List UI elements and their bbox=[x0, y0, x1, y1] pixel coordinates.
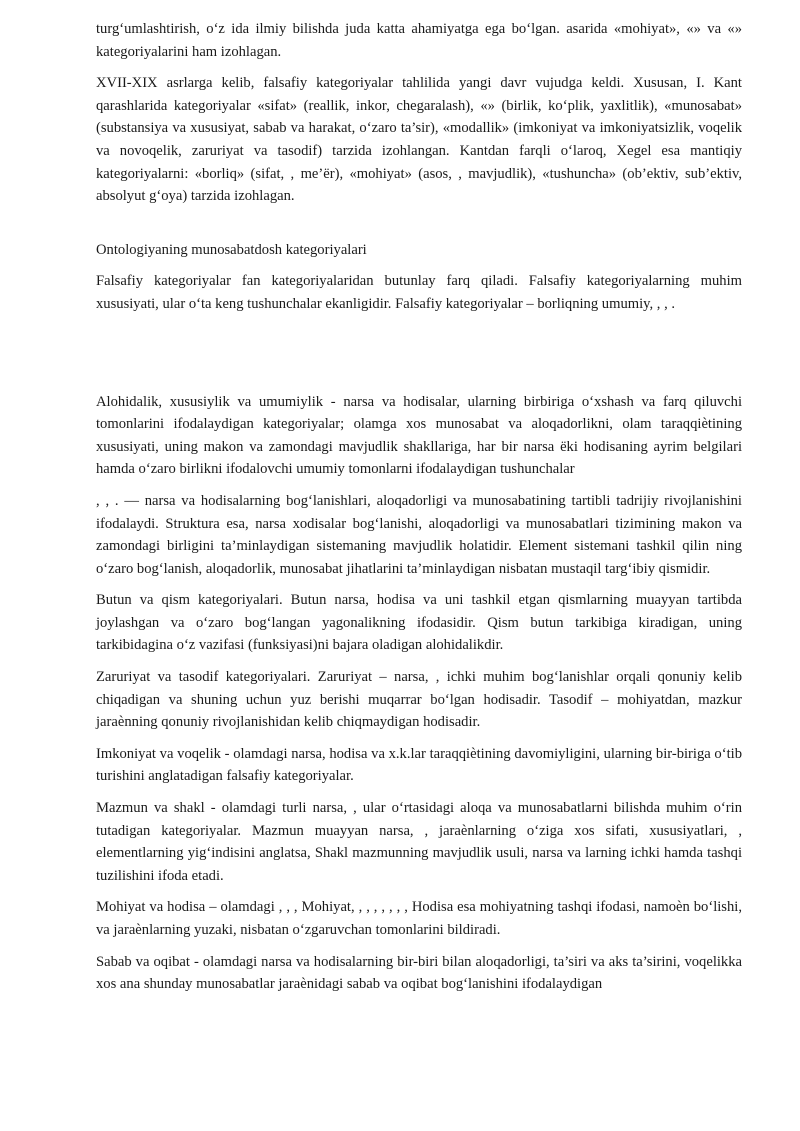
paragraph-zaruriyat-tasodif: Zaruriyat va tasodif kategoriyalari. Zaruriyat – narsa, , ichki muhim bog‘lanishlar orqali qonuniy kelib chiqadigan va shuning uchun yuz berishi muqarrar bo‘lgan hodisadir. Tasodif – mohiyatdan, mazkur jaraènning qonuniy rivojlanishidan kelib chiqmaydigan hodisadir. bbox=[96, 669, 742, 731]
section-heading: Ontologiyaning munosabatdosh kategoriyalari bbox=[96, 241, 367, 258]
spacer bbox=[96, 217, 742, 239]
paragraph-kategoriyalar-intro: turg‘umlashtirish, o‘z ida ilmiy bilishda juda katta ahamiyatga ega bo‘lgan. asarida «mohiyat», «» va «» kategoriyalarini ham izohlagan. bbox=[96, 21, 742, 60]
paragraph-mazmun-shakl: Mazmun va shakl - olamdagi turli narsa, , ular o‘rtasidagi aloqa va munosabatlarni bilishda muhim o‘rin tutadigan kategoriyalar. Mazmun muayyan narsa, , jaraènlarning o‘ziga xos sifati, xususiyatlari, , elementlarning yig‘indisini anglatsa, Shakl mazmunning mavjudlik usuli, narsa va larning ichki hamda tashqi tuzilishini ifoda etadi. bbox=[96, 800, 742, 884]
paragraph-struktura: , , . — narsa va hodisalarning bog‘lanishlari, aloqadorligi va munosabatining tartibli tadrijiy rivojlanishini ifodalaydi. Struktura esa, narsa xodisalar bog‘lanishi, aloqadorligi va munosabatlari tizimining makon va zamondagi birligini ta’minlaydigan sistemaning mavjudlik holatidir. Element sistemani tashkil qilin ning o‘zaro bog‘lanish, aloqadorlik, munosabat jihatlarini ta’minlaydigan nisbatan mustaqil targ‘ibiy qismidir. bbox=[96, 492, 742, 577]
spacer bbox=[96, 325, 742, 391]
document-page bbox=[96, 18, 742, 1005]
paragraph-butun-qism: Butun va qism kategoriyalari. Butun narsa, hodisa va uni tashkil etgan qismlarning muayyan tartibda joylashgan va o‘zaro bog‘langan yagonalikning ifodasidir. Qism butun tarkibiga kiradigan, uning tarkibidagina o‘z vazifasi (funksiyasi)ni bajara oladigan alohidalikdir. bbox=[96, 592, 742, 654]
paragraph-kant-hegel: XVII-XIX asrlarga kelib, falsafiy kategoriyalar tahlilida yangi davr vujudga keldi. Xususan, I. Kant qarashlarida kategoriyalar «sifat» (reallik, inkor, chegaralash), «» (birlik, ko‘plik, yaxlitlik), «munosabat» (substansiya va xususiyat, sabab va harakat, o‘zaro ta’sir), «modallik» (imkoniyat va imkoniyatsizlik, voqelik va novoqelik, zaruriyat va tasodif) tarzida izohlangan. Kantdan farqli o‘laroq, Xegel esa mantiqiy kategoriyalarni: «borliq» (sifat, , me’ёr), «mohiyat» (asos, , mavjudlik), «tushuncha» (ob’ektiv, sub’ektiv, absolyut g‘oya) tarzida izohlagan. bbox=[96, 75, 742, 205]
paragraph-sabab-oqibat: Sabab va oqibat - olamdagi narsa va hodisalarning bir-biri bilan aloqadorligi, ta’siri va aks ta’sirini, voqelikka xos ana shunday munosabatlar jaraènidagi sabab va oqibat bog‘lanishini ifodalaydigan bbox=[96, 953, 742, 993]
paragraph-alohidalik: Alohidalik, xususiylik va umumiylik - narsa va hodisalar, ularning birbiriga o‘xshash va farq qiluvchi tomonlarini ifodalaydigan kategoriyalar; olamga xos munosabat va aloqadorlikni, olam taraqqiètining xususiyati, uning makon va zamondagi mavjudlik shakllariga, har bir narsa ёki hodisaning ayrim belgilari hamda o‘zaro birlikni ifodalovchi umumiy tomonlarni ifodalaydigan tushunchalar bbox=[96, 393, 742, 478]
paragraph-mohiyat-hodisa: Mohiyat va hodisa – olamdagi , , , Mohiyat, , , , , , , , Hodisa esa mohiyatning tashqi ifodasi, namoèn bo‘lishi, va jaraènlarning yuzaki, nisbatan o‘zgaruvchan tomonlarini bildiradi. bbox=[96, 899, 742, 938]
paragraph-falsafiy-kategoriyalar: Falsafiy kategoriyalar fan kategoriyalaridan butunlay farq qiladi. Falsafiy kategoriyalarning muhim xususiyati, ular o‘ta keng tushunchalar ekanligidir. Falsafiy kategoriyalar – borliqning umumiy, , , . bbox=[96, 273, 742, 312]
paragraph-imkoniyat-voqelik: Imkoniyat va voqelik - olamdagi narsa, hodisa va x.k.lar taraqqiètining davomiyligini, ularning bir-biriga o‘tib turishini anglatadigan falsafiy kategoriyalar. bbox=[96, 745, 742, 785]
